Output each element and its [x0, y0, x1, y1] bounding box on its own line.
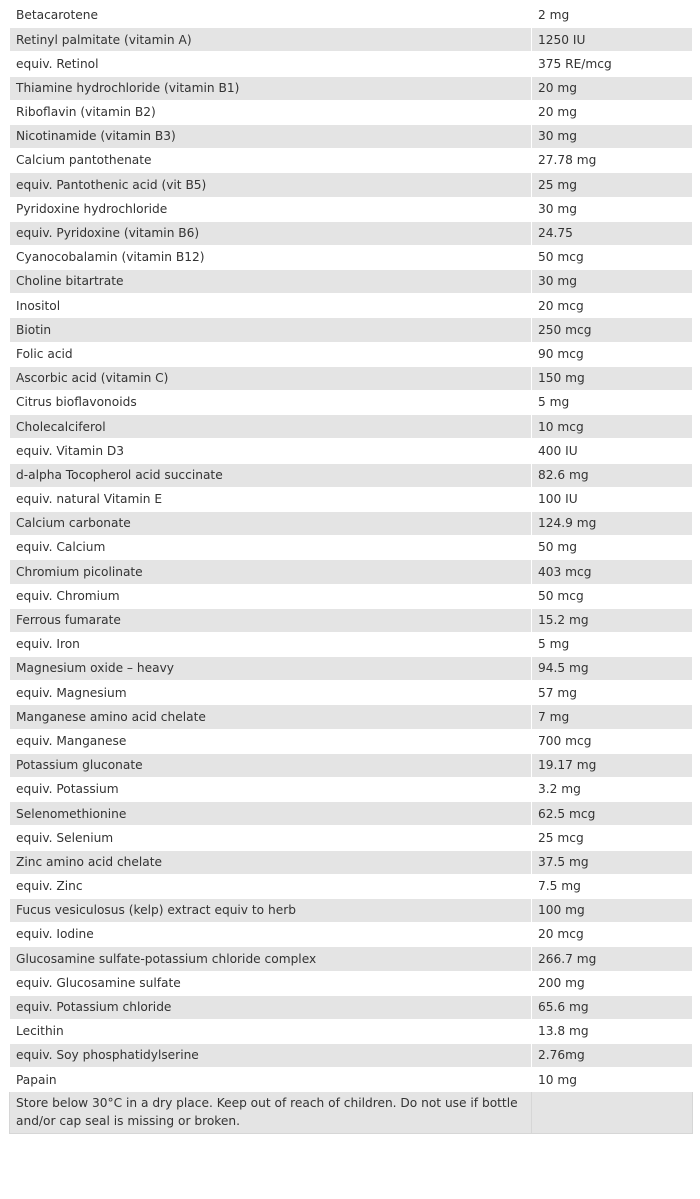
ingredient-amount: 20 mcg	[532, 294, 693, 318]
ingredient-amount: 100 mg	[532, 898, 693, 922]
ingredient-name: Pyridoxine hydrochloride	[10, 197, 532, 221]
ingredient-name: Choline bitartrate	[10, 270, 532, 294]
ingredient-amount: 15.2 mg	[532, 608, 693, 632]
table-row	[10, 28, 693, 52]
table-row	[10, 874, 693, 898]
ingredient-name: equiv. Chromium	[10, 584, 532, 608]
ingredient-amount: 27.78 mg	[532, 149, 693, 173]
table-row	[10, 947, 693, 971]
storage-note-row	[10, 1092, 693, 1133]
table-row	[10, 415, 693, 439]
table-row	[10, 294, 693, 318]
table-row	[10, 439, 693, 463]
table-row	[10, 971, 693, 995]
ingredient-amount: 90 mcg	[532, 342, 693, 366]
ingredient-amount: 100 IU	[532, 487, 693, 511]
ingredient-amount: 25 mg	[532, 173, 693, 197]
ingredient-name: equiv. Magnesium	[10, 681, 532, 705]
ingredient-amount: 250 mcg	[532, 318, 693, 342]
ingredient-name: Selenomethionine	[10, 802, 532, 826]
table-row	[10, 632, 693, 656]
ingredient-amount: 20 mg	[532, 76, 693, 100]
table-row	[10, 342, 693, 366]
ingredient-name: Cyanocobalamin (vitamin B12)	[10, 245, 532, 269]
table-row	[10, 511, 693, 535]
table-row	[10, 221, 693, 245]
ingredient-name: equiv. Selenium	[10, 826, 532, 850]
ingredient-amount: 65.6 mg	[532, 995, 693, 1019]
ingredient-name: Cholecalciferol	[10, 415, 532, 439]
table-row	[10, 4, 693, 28]
ingredient-name: equiv. Iodine	[10, 923, 532, 947]
ingredient-amount: 10 mg	[532, 1068, 693, 1092]
table-row	[10, 463, 693, 487]
ingredient-amount: 50 mcg	[532, 245, 693, 269]
ingredient-amount: 19.17 mg	[532, 753, 693, 777]
table-row	[10, 270, 693, 294]
ingredient-name: Zinc amino acid chelate	[10, 850, 532, 874]
ingredient-name: Potassium gluconate	[10, 753, 532, 777]
table-row	[10, 802, 693, 826]
ingredient-amount: 30 mg	[532, 197, 693, 221]
table-row	[10, 1019, 693, 1043]
ingredient-name: Retinyl palmitate (vitamin A)	[10, 28, 532, 52]
ingredient-amount: 7.5 mg	[532, 874, 693, 898]
ingredient-amount: 7 mg	[532, 705, 693, 729]
ingredient-name: Magnesium oxide – heavy	[10, 657, 532, 681]
table-row	[10, 995, 693, 1019]
table-row	[10, 391, 693, 415]
ingredient-name: equiv. Potassium	[10, 778, 532, 802]
ingredient-amount: 20 mg	[532, 100, 693, 124]
ingredient-name: Biotin	[10, 318, 532, 342]
table-row	[10, 705, 693, 729]
table-row	[10, 898, 693, 922]
ingredient-amount: 57 mg	[532, 681, 693, 705]
ingredient-name: equiv. Pantothenic acid (vit B5)	[10, 173, 532, 197]
ingredient-name: equiv. Retinol	[10, 52, 532, 76]
table-row	[10, 584, 693, 608]
ingredient-name: Ferrous fumarate	[10, 608, 532, 632]
table-row	[10, 657, 693, 681]
ingredient-amount: 700 mcg	[532, 729, 693, 753]
ingredient-amount: 200 mg	[532, 971, 693, 995]
ingredient-amount: 37.5 mg	[532, 850, 693, 874]
ingredient-amount: 25 mcg	[532, 826, 693, 850]
ingredients-table	[9, 3, 693, 1134]
ingredient-name: equiv. Glucosamine sulfate	[10, 971, 532, 995]
ingredient-amount: 10 mcg	[532, 415, 693, 439]
table-row	[10, 850, 693, 874]
ingredient-name: Chromium picolinate	[10, 560, 532, 584]
ingredient-amount: 3.2 mg	[532, 778, 693, 802]
ingredient-name: equiv. Pyridoxine (vitamin B6)	[10, 221, 532, 245]
ingredient-name: Nicotinamide (vitamin B3)	[10, 124, 532, 148]
table-row	[10, 197, 693, 221]
ingredient-amount: 5 mg	[532, 391, 693, 415]
ingredient-amount: 5 mg	[532, 632, 693, 656]
table-row	[10, 536, 693, 560]
ingredient-name: equiv. Zinc	[10, 874, 532, 898]
table-row	[10, 318, 693, 342]
ingredient-name: Folic acid	[10, 342, 532, 366]
storage-note-amount	[532, 1092, 693, 1133]
ingredient-name: Thiamine hydrochloride (vitamin B1)	[10, 76, 532, 100]
ingredient-amount: 2 mg	[532, 4, 693, 28]
ingredient-amount: 30 mg	[532, 270, 693, 294]
ingredient-amount: 62.5 mcg	[532, 802, 693, 826]
table-row	[10, 681, 693, 705]
ingredient-amount: 1250 IU	[532, 28, 693, 52]
ingredient-name: Citrus bioflavonoids	[10, 391, 532, 415]
table-row	[10, 100, 693, 124]
ingredient-name: equiv. Soy phosphatidylserine	[10, 1044, 532, 1068]
ingredient-amount: 266.7 mg	[532, 947, 693, 971]
ingredient-name: Fucus vesiculosus (kelp) extract equiv to herb	[10, 898, 532, 922]
ingredient-name: Inositol	[10, 294, 532, 318]
ingredient-name: equiv. Manganese	[10, 729, 532, 753]
table-row	[10, 753, 693, 777]
ingredient-amount: 375 RE/mcg	[532, 52, 693, 76]
table-row	[10, 487, 693, 511]
table-row	[10, 923, 693, 947]
ingredient-name: equiv. Iron	[10, 632, 532, 656]
ingredient-name: Riboflavin (vitamin B2)	[10, 100, 532, 124]
table-row	[10, 76, 693, 100]
table-row	[10, 729, 693, 753]
ingredient-name: Calcium pantothenate	[10, 149, 532, 173]
ingredient-name: equiv. Potassium chloride	[10, 995, 532, 1019]
ingredient-amount: 2.76mg	[532, 1044, 693, 1068]
ingredient-name: Lecithin	[10, 1019, 532, 1043]
table-row	[10, 826, 693, 850]
ingredient-name: Betacarotene	[10, 4, 532, 28]
ingredient-name: Manganese amino acid chelate	[10, 705, 532, 729]
table-row	[10, 173, 693, 197]
ingredient-amount: 50 mcg	[532, 584, 693, 608]
ingredient-amount: 30 mg	[532, 124, 693, 148]
ingredient-amount: 403 mcg	[532, 560, 693, 584]
ingredient-amount: 50 mg	[532, 536, 693, 560]
ingredient-amount: 150 mg	[532, 366, 693, 390]
ingredient-name: Papain	[10, 1068, 532, 1092]
ingredient-amount: 82.6 mg	[532, 463, 693, 487]
ingredient-amount: 20 mcg	[532, 923, 693, 947]
ingredient-name: equiv. natural Vitamin E	[10, 487, 532, 511]
ingredients-table-body	[10, 4, 693, 1134]
table-row	[10, 560, 693, 584]
ingredient-amount: 24.75	[532, 221, 693, 245]
ingredient-name: Glucosamine sulfate-potassium chloride complex	[10, 947, 532, 971]
table-row	[10, 149, 693, 173]
ingredient-name: Calcium carbonate	[10, 511, 532, 535]
table-row	[10, 1068, 693, 1092]
table-row	[10, 245, 693, 269]
table-row	[10, 52, 693, 76]
ingredient-amount: 13.8 mg	[532, 1019, 693, 1043]
table-row	[10, 778, 693, 802]
ingredient-name: d-alpha Tocopherol acid succinate	[10, 463, 532, 487]
table-row	[10, 608, 693, 632]
ingredient-name: equiv. Calcium	[10, 536, 532, 560]
table-row	[10, 366, 693, 390]
ingredient-amount: 124.9 mg	[532, 511, 693, 535]
ingredient-amount: 94.5 mg	[532, 657, 693, 681]
ingredient-amount: 400 IU	[532, 439, 693, 463]
table-row	[10, 1044, 693, 1068]
ingredient-name: Ascorbic acid (vitamin C)	[10, 366, 532, 390]
storage-note-text: Store below 30°C in a dry place. Keep out of reach of children. Do not use if bottle and/or cap seal is missing or broken.	[10, 1092, 532, 1133]
table-row	[10, 124, 693, 148]
ingredient-name: equiv. Vitamin D3	[10, 439, 532, 463]
